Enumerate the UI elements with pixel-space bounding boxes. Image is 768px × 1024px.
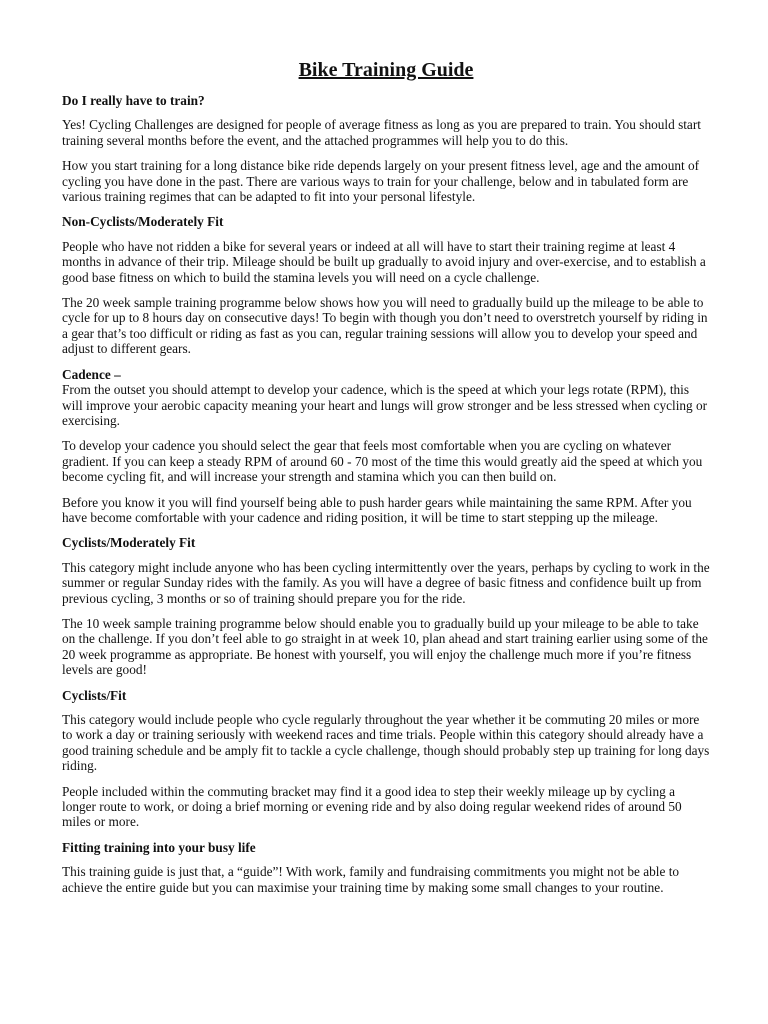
section-heading-cyclists-moderate: Cyclists/Moderately Fit: [62, 535, 196, 551]
section-heading-non-cyclists: Non-Cyclists/Moderately Fit: [62, 214, 224, 230]
paragraph-cadence-2: To develop your cadence you should select the gear that feels most comfortable when you are cycling on whatever gradient. If you can keep a steady RPM of around 60 - 70 most of the time this would greatly aid the speed at which you become cycling fit, and will increase your strength and stamina which you can then build on.: [62, 438, 703, 485]
section-heading-cadence: Cadence –: [62, 366, 121, 382]
paragraph-cyclists-moderate-2: The 10 week sample training programme below should enable you to gradually build up your mileage to be able to take on the challenge. If you don’t feel able to go straight in at week 10, plan ahead and start training earlier using some of the 20 week programme as appropriate. Be honest with yourself, you will enjoy the challenge much more if you’re fitness levels are good!: [62, 615, 708, 678]
paragraph-cyclists-moderate-1: This category might include anyone who has been cycling intermittently over the years, perhaps by cycling to work in the summer or regular Sunday rides with the family. As you will have a degree of basic fitness and confidence built up from previous cycling, 3 months or so of training should prepare you for the ride.: [62, 559, 710, 606]
document-title: Bike Training Guide: [298, 59, 474, 81]
paragraph-intro-1: Yes! Cycling Challenges are designed for people of average fitness as long as you are prepared to train. You should start training several months before the event, and the attached programmes will help you to do this.: [62, 117, 701, 148]
section-heading-intro: Do I really have to train?: [62, 93, 205, 108]
paragraph-cadence-1: From the outset you should attempt to develop your cadence, which is the speed at which your legs rotate (RPM), this will improve your aerobic capacity meaning your heart and lungs will grow stronger and be less stressed when cycling or exercising.: [62, 382, 708, 428]
paragraph-non-cyclists-1: People who have not ridden a bike for several years or indeed at all will have to start their training regime at least 4 months in advance of their trip. Mileage should be built up gradually to avoid injury and over-exercise, and to establish a good base fitness on which to build the stamina levels you will need on a cycle challenge.: [62, 238, 706, 285]
paragraph-intro-2: How you start training for a long distance bike ride depends largely on your present fitness level, age and the amount of cycling you have done in the past. There are various ways to train for your challenge, below and in tabulated form are various training regimes that can be adapted to fit into your personal lifestyle.: [62, 158, 700, 205]
section-heading-cyclists-fit: Cyclists/Fit: [62, 687, 127, 703]
paragraph-busy-life-1: This training guide is just that, a “guide”! With work, family and fundraising commitments you might not be able to achieve the entire guide but you can maximise your training time by making some small changes to your routine.: [62, 864, 680, 895]
paragraph-non-cyclists-2: The 20 week sample training programme below shows how you will need to gradually build up the mileage to be able to cycle for up to 8 hours day on consecutive days! To begin with though you don’t need to overstretch yourself by riding in a gear that’s too difficult or riding as fast as you can, regular training sessions will allow you to develop your speed and adjust to different gears.: [62, 295, 708, 357]
cadence-block: [62, 367, 710, 429]
paragraph-cyclists-fit-1: This category would include people who cycle regularly throughout the year whether it be commuting 20 miles or more to work a day or training seriously with weekend races and time trials. People within this category should already have a good training schedule and be amply fit to tackle a cycle challenge, though should probably step up training for long days riding.: [62, 712, 710, 774]
document-page: [62, 58, 710, 905]
section-heading-busy-life: Fitting training into your busy life: [62, 839, 256, 855]
paragraph-cadence-3: Before you know it you will find yourself being able to push harder gears while maintaining the same RPM. After you have become comfortable with your cadence and riding position, it will be time to start stepping up the mileage.: [62, 494, 692, 525]
paragraph-cyclists-fit-2: People included within the commuting bracket may find it a good idea to step their weekly mileage up by cycling a longer route to work, or doing a brief morning or evening ride and by also doing regular weekend rides of around 50 miles or more.: [62, 783, 682, 830]
